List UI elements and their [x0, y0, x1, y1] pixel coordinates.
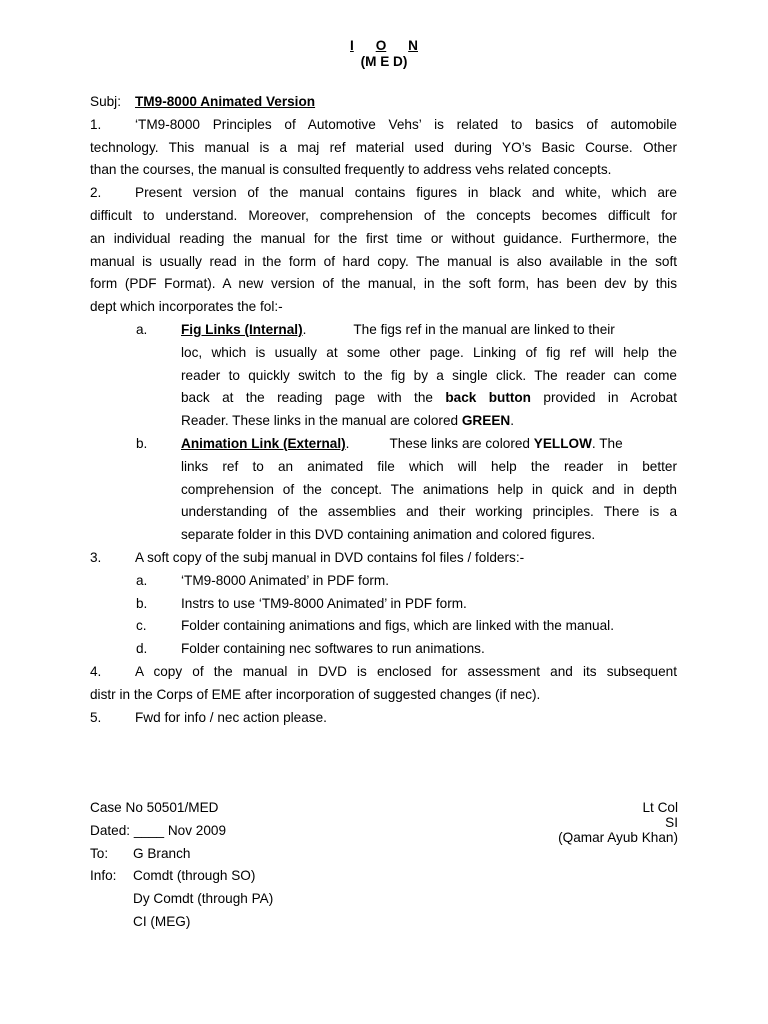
item-label: a. — [136, 572, 148, 588]
item-b — [90, 433, 677, 547]
info-value: Dy Comdt (through PA) — [133, 891, 274, 907]
item-b-body — [136, 456, 677, 547]
header-ion-letter: N — [408, 38, 418, 53]
item-b-bold: YELLOW — [533, 435, 592, 451]
para-number: 1. — [90, 116, 102, 132]
header-ion-letter: I — [350, 38, 354, 53]
item-b-text: These links are colored — [389, 435, 530, 451]
item-label: b. — [136, 435, 148, 451]
case-number: Case No 50501/MED — [90, 800, 219, 815]
info-line — [90, 865, 273, 888]
to-line — [90, 843, 273, 866]
document-body — [90, 91, 677, 729]
info-label: Info: — [90, 868, 117, 884]
para2-line: manual is usually read in the form of hard copy. The manual is also available in the soft — [90, 253, 677, 269]
list-item-text: Folder containing animations and figs, which are linked with the manual. — [181, 618, 614, 634]
item-a-bold: back button — [445, 390, 531, 406]
item-b-text: . The — [591, 435, 623, 451]
para4-line: distr in the Corps of EME after incorporation of suggested changes (if nec). — [90, 686, 541, 702]
item-a-line: loc, which is usually at some other page. Linking of fig ref will help the — [181, 344, 677, 360]
item-label: a. — [136, 321, 148, 337]
item-a-text: Reader. These links in the manual are colored — [181, 413, 459, 429]
item-a-body — [136, 342, 677, 433]
signature-name: (Qamar Ayub Khan) — [558, 830, 678, 845]
item-a-text: provided in Acrobat — [543, 390, 677, 406]
para-number: 2. — [90, 185, 102, 201]
list-item-text: ‘TM9-8000 Animated’ in PDF form. — [181, 572, 390, 588]
dated-line: Dated: ____ Nov 2009 — [90, 822, 227, 838]
item-a-text: The figs ref in the manual are linked to their — [353, 321, 615, 337]
para2-line: form (PDF Format). A new version of the manual, in the soft form, has been dev by this — [90, 276, 677, 292]
para2-line: difficult to understand. Moreover, comprehension of the concepts becomes difficult for — [90, 207, 677, 223]
item-a-bold: GREEN — [461, 413, 511, 429]
signature-block — [558, 800, 678, 845]
item-b-line: b. Animation Link (External). These links are colored YELLOW. The — [136, 433, 677, 456]
para1-line: technology. This manual is a maj ref material used during YO’s Basic Course. Other — [90, 139, 677, 155]
item-b-line: links ref to an animated file which will help the reader in better — [181, 458, 677, 474]
list-item — [136, 593, 677, 616]
list-item — [136, 638, 677, 661]
para-number: 5. — [90, 709, 102, 725]
item-a-line: reader to quickly switch to the fig by a single click. The reader can come — [181, 367, 677, 383]
list-item-text: Folder containing nec softwares to run animations. — [181, 641, 485, 657]
para-text: A soft copy of the subj manual in DVD contains fol files / folders:- — [135, 549, 525, 565]
para-text: Present version of the manual contains figures in black and white, which are — [135, 185, 677, 201]
item-label: d. — [136, 641, 148, 657]
subject-label: Subj: — [90, 94, 121, 109]
subject-line — [90, 91, 677, 114]
list-item-text: Instrs to use ‘TM9-8000 Animated’ in PDF form. — [181, 595, 467, 611]
para-text: ‘TM9-8000 Principles of Automotive Vehs’ is related to basics of automobile — [135, 116, 677, 132]
para3-line — [90, 547, 677, 570]
item-a — [90, 319, 677, 433]
para2-line: dept which incorporates the fol:- — [90, 299, 283, 315]
info-value: Comdt (through SO) — [133, 868, 256, 884]
item-b-line: separate folder in this DVD containing animation and colored figures. — [181, 527, 596, 543]
item-b-heading: Animation Link (External) — [181, 435, 346, 451]
footer-block — [90, 797, 273, 934]
header-med: (M E D) — [360, 54, 408, 69]
header-ion — [350, 38, 418, 53]
signature-rank: Lt Col — [642, 800, 678, 815]
para1-line — [90, 114, 677, 137]
para-number: 3. — [90, 549, 102, 565]
item-a-line — [181, 387, 677, 410]
para5-line — [90, 707, 677, 730]
subject-title: TM9-8000 Animated Version — [135, 94, 316, 109]
para-number: 4. — [90, 663, 102, 679]
para2-line — [90, 182, 677, 205]
item-label: b. — [136, 595, 148, 611]
para-text: Fwd for info / nec action please. — [135, 709, 327, 725]
para3-list — [90, 570, 677, 661]
para4-line — [90, 661, 677, 684]
para1-line: than the courses, the manual is consulted frequently to address vehs related concepts. — [90, 162, 612, 178]
signature-appointment: SI — [665, 815, 678, 830]
para2-line: an individual reading the manual for the first time or without guidance. Furthermore, the — [90, 230, 677, 246]
list-item — [136, 615, 677, 638]
para-text: A copy of the manual in DVD is enclosed for assessment and its subsequent — [135, 663, 677, 679]
header-ion-letter: O — [375, 38, 387, 53]
to-label: To: — [90, 845, 109, 861]
item-b-line: comprehension of the concept. The animations help in quick and in depth — [181, 481, 677, 497]
item-a-line: a. Fig Links (Internal). The figs ref in the manual are linked to their — [136, 319, 677, 342]
list-item — [136, 570, 677, 593]
item-a-text: back at the reading page with the — [181, 390, 433, 406]
item-a-heading: Fig Links (Internal) — [181, 321, 303, 337]
item-a-line: Reader. These links in the manual are colored GREEN. — [181, 413, 514, 429]
item-label: c. — [136, 618, 147, 634]
item-b-line: understanding of the assemblies and their working principles. There is a — [181, 504, 677, 520]
to-value: G Branch — [133, 845, 191, 861]
info-value: CI (MEG) — [133, 913, 191, 929]
